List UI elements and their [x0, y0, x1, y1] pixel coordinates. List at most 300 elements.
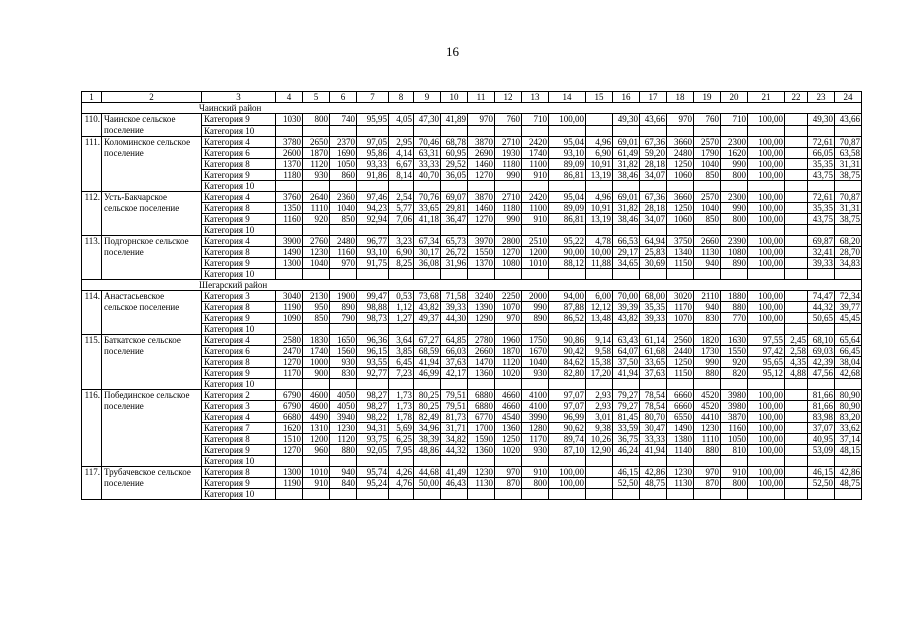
value-cell: 1020 — [495, 368, 522, 379]
value-cell: 100,00 — [748, 114, 785, 126]
value-cell: 4,26 — [389, 467, 414, 478]
value-cell: 43,75 — [808, 170, 835, 181]
value-cell: 1,73 — [389, 401, 414, 412]
value-cell: 38,75 — [835, 214, 862, 225]
settlement-name: Анастасьевское сельское поселение — [102, 291, 202, 335]
value-cell: 43,75 — [808, 214, 835, 225]
category-cell: Категория 7 — [202, 423, 276, 434]
value-cell: 40,70 — [414, 170, 441, 181]
value-cell — [640, 225, 667, 236]
value-cell: 15,38 — [586, 357, 613, 368]
value-cell: 6660 — [667, 390, 694, 401]
value-cell — [468, 456, 495, 467]
value-cell: 80,70 — [640, 412, 667, 423]
value-cell: 910 — [522, 214, 549, 225]
value-cell: 31,71 — [441, 423, 468, 434]
value-cell — [389, 489, 414, 500]
value-cell: 3980 — [721, 401, 748, 412]
value-cell: 1160 — [276, 214, 303, 225]
value-cell — [613, 489, 640, 500]
value-cell: 34,96 — [414, 423, 441, 434]
value-cell: 35,35 — [640, 302, 667, 313]
value-cell — [468, 269, 495, 280]
value-cell: 930 — [330, 357, 357, 368]
value-cell: 880 — [694, 445, 721, 456]
header-cell: 24 — [835, 92, 862, 103]
value-cell: 100,00 — [748, 302, 785, 313]
value-cell: 4100 — [522, 390, 549, 401]
value-cell: 2,93 — [586, 390, 613, 401]
value-cell — [389, 225, 414, 236]
value-cell: 4600 — [303, 401, 330, 412]
value-cell — [667, 181, 694, 192]
value-cell: 940 — [694, 258, 721, 269]
value-cell — [640, 181, 667, 192]
value-cell: 2660 — [694, 236, 721, 247]
value-cell — [785, 125, 808, 137]
value-cell — [808, 456, 835, 467]
value-cell: 3040 — [276, 291, 303, 302]
value-cell: 13,19 — [586, 214, 613, 225]
value-cell: 97,42 — [748, 346, 785, 357]
value-cell: 6,90 — [586, 148, 613, 159]
value-cell: 49,30 — [613, 114, 640, 126]
value-cell: 2470 — [276, 346, 303, 357]
value-cell: 66,53 — [613, 236, 640, 247]
value-cell: 1080 — [721, 247, 748, 258]
value-cell — [441, 269, 468, 280]
value-cell — [414, 324, 441, 335]
value-cell: 4540 — [495, 412, 522, 423]
value-cell — [785, 236, 808, 247]
value-cell: 4100 — [522, 401, 549, 412]
value-cell: 90,62 — [549, 423, 586, 434]
value-cell: 6790 — [276, 390, 303, 401]
value-cell: 1390 — [468, 302, 495, 313]
value-cell: 740 — [330, 114, 357, 126]
category-cell: Категория 9 — [202, 114, 276, 126]
value-cell: 2650 — [303, 137, 330, 148]
value-cell — [721, 489, 748, 500]
value-cell: 83,20 — [835, 412, 862, 423]
value-cell — [303, 125, 330, 137]
value-cell — [522, 181, 549, 192]
value-cell: 80,25 — [414, 390, 441, 401]
value-cell: 2510 — [522, 236, 549, 247]
value-cell — [785, 181, 808, 192]
value-cell: 8,25 — [389, 258, 414, 269]
value-cell — [276, 379, 303, 390]
value-cell: 68,78 — [441, 137, 468, 148]
value-cell: 52,50 — [808, 478, 835, 489]
value-cell: 1170 — [276, 368, 303, 379]
value-cell — [640, 125, 667, 137]
value-cell: 79,27 — [613, 390, 640, 401]
value-cell: 1620 — [721, 148, 748, 159]
value-cell: 44,32 — [441, 445, 468, 456]
value-cell — [495, 125, 522, 137]
value-cell: 760 — [694, 114, 721, 126]
value-cell: 970 — [495, 313, 522, 324]
value-cell: 74,47 — [808, 291, 835, 302]
value-cell — [613, 125, 640, 137]
value-cell — [640, 324, 667, 335]
value-cell: 46,43 — [441, 478, 468, 489]
value-cell: 1180 — [276, 170, 303, 181]
value-cell — [785, 203, 808, 214]
value-cell — [357, 456, 389, 467]
value-cell: 2390 — [721, 236, 748, 247]
value-cell: 880 — [330, 445, 357, 456]
value-cell — [586, 379, 613, 390]
value-cell: 6,45 — [389, 357, 414, 368]
value-cell: 33,65 — [640, 357, 667, 368]
value-cell: 95,95 — [357, 114, 389, 126]
value-cell: 93,10 — [357, 247, 389, 258]
value-cell: 96,36 — [357, 335, 389, 346]
value-cell: 30,17 — [414, 247, 441, 258]
value-cell: 89,09 — [549, 203, 586, 214]
value-cell: 1030 — [276, 114, 303, 126]
value-cell: 1380 — [667, 434, 694, 445]
value-cell: 100,00 — [748, 247, 785, 258]
value-cell: 28,70 — [835, 247, 862, 258]
value-cell — [835, 181, 862, 192]
value-cell — [414, 269, 441, 280]
value-cell: 2690 — [468, 148, 495, 159]
value-cell: 67,34 — [414, 236, 441, 247]
value-cell — [640, 456, 667, 467]
value-cell — [522, 456, 549, 467]
value-cell — [414, 489, 441, 500]
header-cell: 11 — [468, 92, 495, 103]
value-cell: 46,15 — [613, 467, 640, 478]
value-cell — [276, 489, 303, 500]
value-cell: 13,48 — [586, 313, 613, 324]
value-cell: 800 — [721, 214, 748, 225]
value-cell — [785, 423, 808, 434]
table-row — [82, 137, 862, 148]
value-cell: 4520 — [694, 390, 721, 401]
value-cell: 10,00 — [586, 247, 613, 258]
value-cell: 1790 — [694, 148, 721, 159]
value-cell: 710 — [522, 114, 549, 126]
settlement-name: Подгорнское сельское поселение — [102, 236, 202, 280]
value-cell: 70,00 — [613, 291, 640, 302]
value-cell: 1180 — [495, 203, 522, 214]
value-cell: 42,39 — [808, 357, 835, 368]
value-cell — [357, 379, 389, 390]
category-cell: Категория 2 — [202, 390, 276, 401]
value-cell: 1060 — [667, 170, 694, 181]
value-cell: 4410 — [694, 412, 721, 423]
value-cell: 6550 — [667, 412, 694, 423]
value-cell: 840 — [330, 478, 357, 489]
value-cell: 42,17 — [441, 368, 468, 379]
value-cell: 1230 — [667, 467, 694, 478]
value-cell: 31,96 — [441, 258, 468, 269]
value-cell — [330, 456, 357, 467]
value-cell: 910 — [522, 170, 549, 181]
value-cell: 1050 — [330, 159, 357, 170]
value-cell — [694, 125, 721, 137]
value-cell: 86,81 — [549, 214, 586, 225]
value-cell — [785, 291, 808, 302]
value-cell: 99,47 — [357, 291, 389, 302]
category-cell: Категория 9 — [202, 368, 276, 379]
value-cell: 12,12 — [586, 302, 613, 313]
category-cell: Категория 9 — [202, 478, 276, 489]
value-cell: 89,74 — [549, 434, 586, 445]
value-cell — [640, 489, 667, 500]
header-cell: 19 — [694, 92, 721, 103]
value-cell: 3750 — [667, 236, 694, 247]
value-cell: 31,82 — [613, 159, 640, 170]
value-cell: 1290 — [468, 313, 495, 324]
value-cell: 1040 — [330, 203, 357, 214]
value-cell: 2760 — [303, 236, 330, 247]
settlement-name: Усть-Бакчарское сельское поселение — [102, 192, 202, 236]
value-cell: 46,99 — [414, 368, 441, 379]
value-cell — [586, 467, 613, 478]
value-cell — [808, 379, 835, 390]
value-cell: 950 — [303, 302, 330, 313]
value-cell: 1490 — [276, 247, 303, 258]
value-cell: 10,91 — [586, 203, 613, 214]
value-cell: 66,45 — [835, 346, 862, 357]
value-cell: 90,00 — [549, 247, 586, 258]
value-cell: 1230 — [694, 423, 721, 434]
value-cell: 70,87 — [835, 137, 862, 148]
value-cell: 35,35 — [808, 159, 835, 170]
value-cell: 100,00 — [748, 291, 785, 302]
value-cell — [441, 456, 468, 467]
value-cell: 810 — [721, 445, 748, 456]
settlement-name: Чаинское сельское поселение — [102, 114, 202, 137]
value-cell: 1930 — [495, 148, 522, 159]
value-cell: 3660 — [667, 137, 694, 148]
value-cell: 6770 — [468, 412, 495, 423]
header-cell: 20 — [721, 92, 748, 103]
value-cell: 82,49 — [414, 412, 441, 423]
value-cell — [357, 225, 389, 236]
value-cell: 86,52 — [549, 313, 586, 324]
value-cell: 2130 — [303, 291, 330, 302]
value-cell: 800 — [303, 114, 330, 126]
category-cell: Категория 9 — [202, 214, 276, 225]
value-cell: 4,78 — [586, 236, 613, 247]
value-cell: 64,85 — [441, 335, 468, 346]
value-cell: 990 — [721, 159, 748, 170]
value-cell — [303, 489, 330, 500]
value-cell: 1300 — [276, 467, 303, 478]
value-cell — [586, 269, 613, 280]
value-cell — [613, 269, 640, 280]
value-cell: 37,50 — [613, 357, 640, 368]
value-cell: 43,66 — [640, 114, 667, 126]
value-cell: 1250 — [667, 159, 694, 170]
table-row — [82, 192, 862, 203]
value-cell: 39,33 — [441, 302, 468, 313]
value-cell — [330, 125, 357, 137]
value-cell: 39,33 — [640, 313, 667, 324]
value-cell: 32,41 — [808, 247, 835, 258]
value-cell: 31,31 — [835, 159, 862, 170]
value-cell: 78,54 — [640, 401, 667, 412]
value-cell: 49,37 — [414, 313, 441, 324]
value-cell: 2710 — [495, 137, 522, 148]
value-cell: 910 — [303, 478, 330, 489]
value-cell: 94,00 — [549, 291, 586, 302]
value-cell — [586, 125, 613, 137]
value-cell: 2570 — [694, 137, 721, 148]
category-cell: Категория 8 — [202, 434, 276, 445]
value-cell: 44,68 — [414, 467, 441, 478]
value-cell: 1250 — [495, 434, 522, 445]
value-cell — [549, 379, 586, 390]
value-cell: 92,77 — [357, 368, 389, 379]
value-cell: 2780 — [468, 335, 495, 346]
value-cell: 1350 — [276, 203, 303, 214]
header-cell: 15 — [586, 92, 613, 103]
value-cell: 4660 — [495, 390, 522, 401]
category-cell: Категория 10 — [202, 125, 276, 137]
value-cell — [785, 313, 808, 324]
value-cell: 1690 — [330, 148, 357, 159]
value-cell: 39,77 — [835, 302, 862, 313]
value-cell: 65,64 — [835, 335, 862, 346]
value-cell: 68,00 — [640, 291, 667, 302]
value-cell — [785, 159, 808, 170]
value-cell: 95,12 — [748, 368, 785, 379]
district-name: Чаинский район — [82, 103, 862, 114]
district-name: Шегарский район — [82, 280, 862, 291]
value-cell — [835, 324, 862, 335]
value-cell: 1310 — [303, 423, 330, 434]
value-cell: 100,00 — [748, 203, 785, 214]
value-cell — [613, 225, 640, 236]
value-cell: 6,67 — [389, 159, 414, 170]
value-cell: 100,00 — [748, 236, 785, 247]
value-cell: 3990 — [522, 412, 549, 423]
value-cell — [694, 324, 721, 335]
value-cell — [586, 478, 613, 489]
value-cell — [640, 269, 667, 280]
value-cell — [785, 170, 808, 181]
value-cell — [389, 456, 414, 467]
value-cell: 2300 — [721, 192, 748, 203]
value-cell: 1650 — [330, 335, 357, 346]
row-number: 111. — [82, 137, 102, 192]
value-cell: 72,34 — [835, 291, 862, 302]
value-cell: 2110 — [694, 291, 721, 302]
value-cell: 960 — [303, 445, 330, 456]
value-cell: 6660 — [667, 401, 694, 412]
value-cell: 43,82 — [613, 313, 640, 324]
category-cell: Категория 8 — [202, 247, 276, 258]
category-cell: Категория 4 — [202, 335, 276, 346]
value-cell: 37,63 — [441, 357, 468, 368]
value-cell: 80,90 — [835, 390, 862, 401]
value-cell: 1170 — [667, 302, 694, 313]
value-cell: 2360 — [330, 192, 357, 203]
value-cell: 95,22 — [549, 236, 586, 247]
value-cell: 2660 — [468, 346, 495, 357]
value-cell — [303, 269, 330, 280]
value-cell: 1150 — [667, 258, 694, 269]
value-cell: 12,90 — [586, 445, 613, 456]
settlement-name: Баткатское сельское поселение — [102, 335, 202, 390]
value-cell: 1370 — [468, 258, 495, 269]
value-cell: 1110 — [303, 203, 330, 214]
value-cell: 1120 — [330, 434, 357, 445]
value-cell — [330, 489, 357, 500]
table-row — [82, 467, 862, 478]
value-cell — [441, 379, 468, 390]
value-cell — [748, 456, 785, 467]
value-cell: 940 — [330, 467, 357, 478]
value-cell — [549, 489, 586, 500]
value-cell: 3,23 — [389, 236, 414, 247]
value-cell — [694, 181, 721, 192]
value-cell: 1730 — [694, 346, 721, 357]
value-cell: 36,47 — [441, 214, 468, 225]
value-cell: 34,07 — [640, 170, 667, 181]
category-cell: Категория 3 — [202, 291, 276, 302]
value-cell: 4,96 — [586, 137, 613, 148]
value-cell: 4660 — [495, 401, 522, 412]
value-cell: 43,82 — [414, 302, 441, 313]
value-cell — [785, 379, 808, 390]
value-cell: 2600 — [276, 148, 303, 159]
value-cell — [389, 379, 414, 390]
value-cell: 1370 — [276, 159, 303, 170]
value-cell: 48,75 — [835, 478, 862, 489]
value-cell: 64,94 — [640, 236, 667, 247]
value-cell: 98,27 — [357, 390, 389, 401]
value-cell: 25,83 — [640, 247, 667, 258]
category-cell: Категория 9 — [202, 258, 276, 269]
value-cell: 2,54 — [389, 192, 414, 203]
value-cell — [613, 456, 640, 467]
value-cell: 31,82 — [613, 203, 640, 214]
value-cell: 68,59 — [414, 346, 441, 357]
value-cell: 44,32 — [808, 302, 835, 313]
value-cell: 98,22 — [357, 412, 389, 423]
header-cell: 12 — [495, 92, 522, 103]
value-cell: 1130 — [667, 478, 694, 489]
value-cell: 100,00 — [748, 390, 785, 401]
value-cell: 48,86 — [414, 445, 441, 456]
value-cell: 6680 — [276, 412, 303, 423]
header-cell: 6 — [330, 92, 357, 103]
category-cell: Категория 4 — [202, 412, 276, 423]
value-cell — [785, 489, 808, 500]
value-cell: 1670 — [522, 346, 549, 357]
value-cell — [441, 181, 468, 192]
value-cell: 970 — [667, 114, 694, 126]
value-cell: 82,80 — [549, 368, 586, 379]
value-cell: 1120 — [303, 159, 330, 170]
value-cell — [808, 181, 835, 192]
value-cell: 50,65 — [808, 313, 835, 324]
value-cell: 9,14 — [586, 335, 613, 346]
value-cell: 1150 — [667, 368, 694, 379]
value-cell: 67,36 — [640, 192, 667, 203]
value-cell — [694, 379, 721, 390]
value-cell: 9,38 — [586, 423, 613, 434]
value-cell: 1110 — [694, 434, 721, 445]
